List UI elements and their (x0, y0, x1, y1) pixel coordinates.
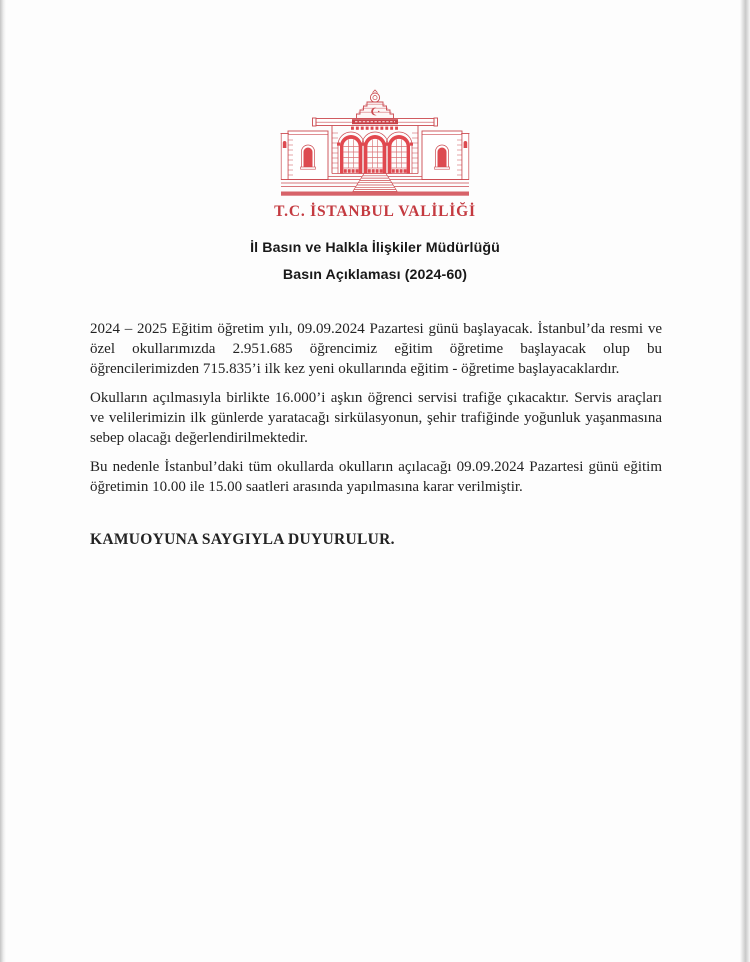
paragraph-3: Bu nedenle İstanbul’daki tüm okullarda okulların açılacağı 09.09.2024 Pazartesi günü eğitim öğretimin 10.00 ile 15.00 saatleri arasında yapılmasına karar verilmiştir. (90, 459, 662, 495)
government-building-icon (280, 88, 470, 200)
paragraph-1: 2024 – 2025 Eğitim öğretim yılı, 09.09.2024 Pazartesi günü başlayacak. İstanbul’da resmi ve özel okullarımızda 2.951.685 öğrencimiz eğitim öğretime başlayacak olup bu öğrencilerimizden 715.835’i ilk kez yeni okullarında eğitim - öğretime başlayacaklardır. (90, 321, 662, 377)
valilik-logo (0, 88, 750, 200)
logo-title: T.C. İSTANBUL VALİLİĞİ (274, 203, 476, 220)
paragraph-2: Okulların açılmasıyla birlikte 16.000’i aşkın öğrenci servisi trafiğe çıkacaktır. Servis araçları ve velilerimizin ilk günlerde yaratacağı sirkülasyonun, şehir trafiğinde yoğunluk yaşanmasına sebep olacağı değerlendirilmektedir. (90, 390, 662, 446)
press-release-body (90, 319, 662, 559)
department-title: İl Basın ve Halkla İlişkiler Müdürlüğü (250, 240, 500, 256)
closing-statement: KAMUOYUNA SAYGIYLA DUYURULUR. (90, 531, 395, 548)
press-release-number: Basın Açıklaması (2024-60) (282, 267, 468, 283)
